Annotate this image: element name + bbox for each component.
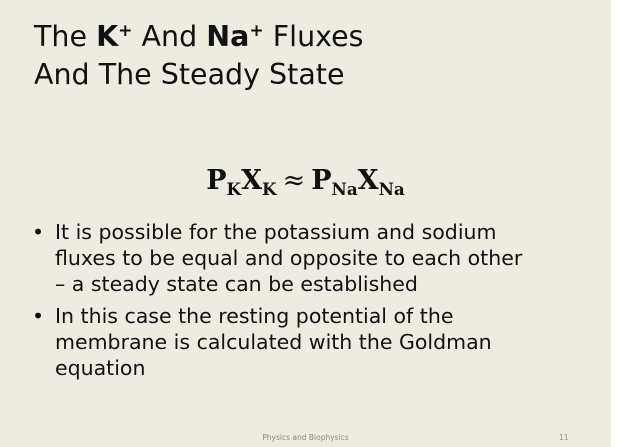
slide-title xyxy=(34,18,594,94)
bullet-line: In this case the resting potential of the xyxy=(55,304,454,328)
potassium-charge: + xyxy=(118,20,133,41)
sodium-charge: + xyxy=(249,20,264,41)
bullet-line: – a steady state can be established xyxy=(55,272,418,296)
bullet-line: It is possible for the potassium and sodium xyxy=(55,220,497,244)
page-number: 11 xyxy=(559,433,569,442)
potassium-symbol: K+ xyxy=(96,20,133,53)
title-line-2: And The Steady State xyxy=(34,58,345,91)
driving-force-k: $X_K$ xyxy=(241,165,277,199)
permeability-k: $P_K$ xyxy=(206,165,242,199)
page-margin xyxy=(611,0,621,447)
title-text-the: The xyxy=(34,20,97,53)
bullet-icon: • xyxy=(32,304,45,328)
bullet-line: fluxes to be equal and opposite to each other xyxy=(55,246,523,270)
title-line-1 xyxy=(34,18,594,56)
bullet-icon: • xyxy=(32,220,45,244)
permeability-na: $P_{Na}$ xyxy=(311,165,358,199)
sodium-symbol: Na+ xyxy=(206,20,264,53)
driving-force-na: $X_{Na}$ xyxy=(357,165,405,199)
flux-equation xyxy=(0,165,611,199)
bullet-line: equation xyxy=(55,356,146,380)
approx-equal-symbol: ≈ xyxy=(282,165,306,196)
bullet-item-goldman xyxy=(30,303,600,381)
title-text-and: And xyxy=(132,20,207,53)
footer-text: Physics and Biophysics xyxy=(262,433,349,442)
bullet-item-steady-state xyxy=(30,219,600,297)
bullet-list xyxy=(30,219,600,387)
title-text-fluxes: Fluxes xyxy=(263,20,364,53)
bullet-line: membrane is calculated with the Goldman xyxy=(55,330,492,354)
